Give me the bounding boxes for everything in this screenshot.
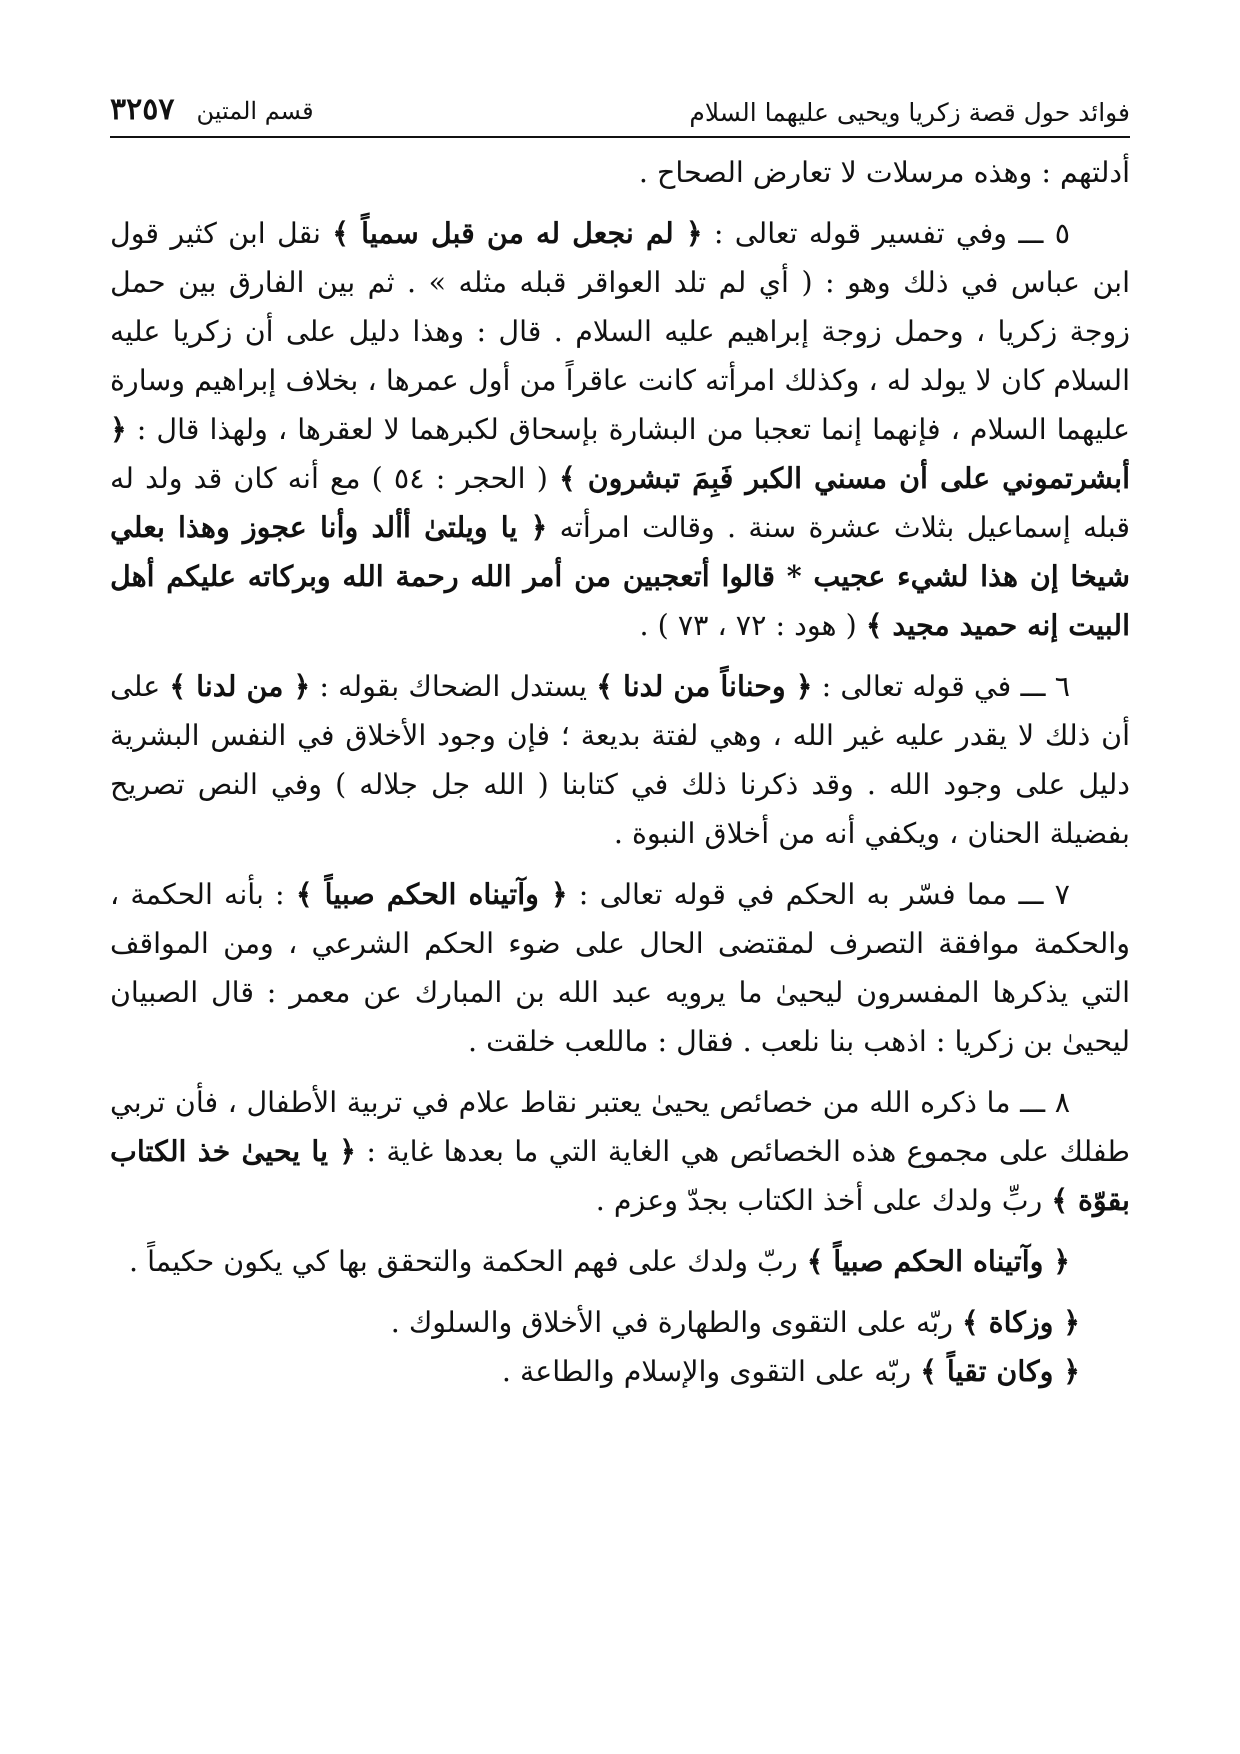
text-run: ربّه على التقوى والإسلام والطاعة . xyxy=(501,1355,921,1389)
paragraph-8-point-zakat xyxy=(110,1298,1130,1347)
paragraph-7 xyxy=(110,870,1130,1066)
text-run: ٦ ـــ في قوله تعالى : xyxy=(812,670,1071,704)
paragraph-6 xyxy=(110,662,1130,858)
quran-quote: ﴿ وحناناً من لدنا ﴾ xyxy=(596,669,813,704)
text-run: ربِّ ولدك على أخذ الكتاب بجدّ وعزم . xyxy=(595,1184,1052,1218)
paragraph-8 xyxy=(110,1078,1130,1225)
quran-quote: ﴿ وآتيناه الحكم صبياً ﴾ xyxy=(806,1244,1070,1279)
body-text xyxy=(110,148,1130,1396)
paragraph-intro xyxy=(110,148,1130,197)
quran-quote: ﴿ يا ويلتىٰ أألد وأنا عجوز وهذا بعلي شيخا إن هذا لشيء عجيب * قالوا أتعجبين من أمر الله رحمة الله وبركاته عليكم أهل البيت إنه حميد مجيد ﴾ xyxy=(110,510,1130,643)
text-run: يستدل الضحاك بقوله : xyxy=(310,670,597,704)
quran-quote: ﴿ وآتيناه الحكم صبياً ﴾ xyxy=(295,877,568,912)
running-title: فوائد حول قصة زكريا ويحيى عليهما السلام xyxy=(689,98,1130,127)
quran-quote: ﴿ يا يحيىٰ خذ الكتاب بقوّة ﴾ xyxy=(110,1134,1130,1218)
text-run: ربّ ولدك على فهم الحكمة والتحقق بها كي يكون حكيماً . xyxy=(129,1245,807,1279)
page-header xyxy=(110,92,1130,138)
section-label: قسم المتين xyxy=(196,97,314,125)
text-run: ٨ ـــ ما ذكره الله من خصائص يحيىٰ يعتبر نقاط علام في تربية الأطفال ، فأن تربي طفلك على مجموع هذه الخصائص هي الغاية التي ما بعدها غاية : xyxy=(110,1086,1130,1169)
text-run: على أن ذلك لا يقدر عليه غير الله ، وهي لفتة بديعة ؛ فإن وجود الأخلاق في النفس البشرية دليل على وجود الله . وقد ذكرنا ذلك في كتابنا ( الله جل جلاله ) وفي النص تصريح بفضيلة الحنان ، ويكفي أنه من أخلاق النبوة . xyxy=(110,670,1130,851)
text-run: أدلتهم : وهذه مرسلات لا تعارض الصحاح . xyxy=(638,156,1130,189)
paragraph-5 xyxy=(110,209,1130,650)
paragraph-8-point-hikma xyxy=(110,1237,1130,1286)
header-left-group xyxy=(110,92,314,128)
text-run: ( الحجر : ٥٤ ) مع أنه كان قد ولد له قبله إسماعيل بثلاث عشرة سنة . وقالت امرأته xyxy=(110,462,1130,545)
page-number: ٣٢٥٧ xyxy=(110,92,175,127)
paragraph-8-point-taqwa xyxy=(110,1347,1130,1396)
quran-quote: ﴿ وكان تقياً ﴾ xyxy=(920,1354,1080,1389)
quran-quote: ﴿ وزكاة ﴾ xyxy=(962,1305,1080,1340)
text-run: ٥ ـــ وفي تفسير قوله تعالى : xyxy=(702,217,1071,251)
text-run: ربّه على التقوى والطهارة في الأخلاق والسلوك . xyxy=(390,1306,963,1340)
quran-quote: ﴿ من لدنا ﴾ xyxy=(169,669,311,704)
text-run: نقل ابن كثير قول ابن عباس في ذلك وهو : ( أي لم تلد العواقر قبله مثله » . ثم بين الفارق بين حمل زوجة زكريا ، وحمل زوجة إبراهيم عليه السلام . قال : وهذا دليل على أن زكريا عليه السلام كان لا يولد له ، وكذلك امرأته كانت عاقراً من أول عمرها ، بخلاف إبراهيم وسارة عليهما السلام ، فإنهما إنما تعجبا من البشارة بإسحاق لكبرهما لا لعقرها ، ولهذا قال : xyxy=(110,217,1130,447)
text-run: ٧ ـــ مما فسّر به الحكم في قوله تعالى : xyxy=(567,878,1070,912)
text-run: ( هود : ٧٢ ، ٧٣ ) . xyxy=(639,609,866,643)
quran-quote: ﴿ لم نجعل له من قبل سمياً ﴾ xyxy=(332,216,703,251)
quran-quote: ﴿ أبشرتموني على أن مسني الكبر فَبِمَ تبشرون ﴾ xyxy=(110,412,1130,496)
text-run: : بأنه الحكمة ، والحكمة موافقة التصرف لمقتضى الحال على ضوء الحكم الشرعي ، ومن المواقف التي يذكرها المفسرون ليحيىٰ ما يرويه عبد الله بن المبارك عن معمر : قال الصبيان ليحيىٰ بن زكريا : اذهب بنا نلعب . فقال : ماللعب خلقت . xyxy=(110,878,1130,1059)
